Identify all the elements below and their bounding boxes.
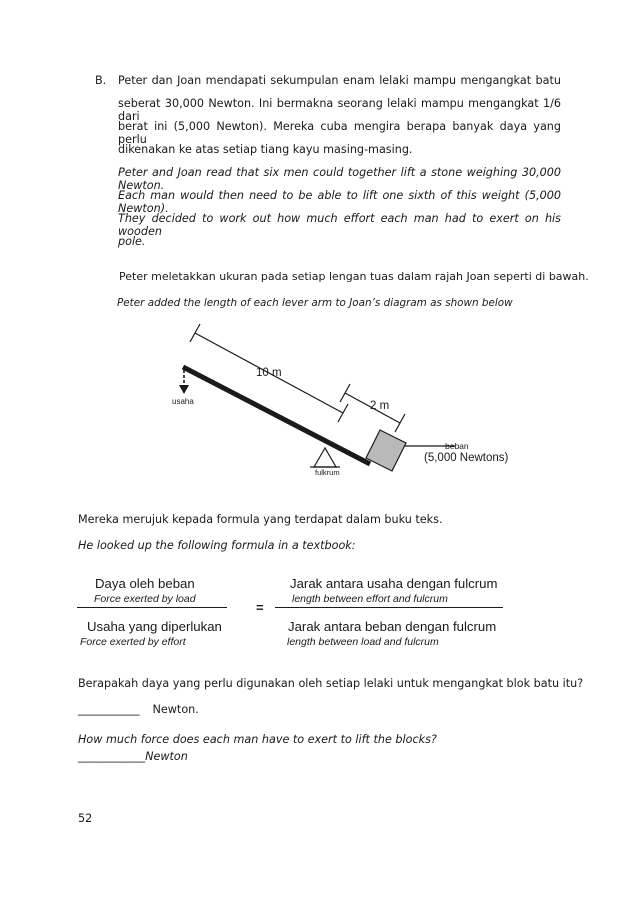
- load-label: beban: [445, 441, 469, 451]
- left-numerator-malay: Daya oleh beban: [95, 576, 195, 591]
- formula-intro-malay: Mereka merujuk kepada formula yang terdapat dalam buku teks.: [78, 513, 443, 526]
- lever-description-malay: Peter meletakkan ukuran pada setiap lengan tuas dalam rajah Joan seperti di bawah.: [119, 270, 589, 283]
- formula-intro-english: He looked up the following formula in a textbook:: [78, 539, 356, 552]
- short-arm-label: 2 m: [370, 400, 390, 412]
- right-denominator-malay: Jarak antara beban dengan fulcrum: [288, 619, 497, 634]
- left-numerator-english: Force exerted by load: [94, 593, 196, 605]
- malay-line-4: dikenakan ke atas setiap tiang kayu masing-masing.: [118, 143, 413, 156]
- long-arm-tick-right: [338, 404, 348, 422]
- malay-line-1: Peter dan Joan mendapati sekumpulan enam lelaki mampu mengangkat batu: [118, 74, 561, 87]
- malay-line-3: berat ini (5,000 Newton). Mereka cuba mengira berapa banyak daya yang perlu: [118, 120, 561, 146]
- load-value: (5,000 Newtons): [424, 452, 509, 464]
- malay-line-2: seberat 30,000 Newton. Ini bermakna seorang lelaki mampu mengangkat 1/6 dari: [118, 97, 561, 123]
- question-english: How much force does each man have to exert to lift the blocks?: [78, 733, 437, 746]
- equals-sign: =: [256, 600, 264, 615]
- section-marker: B.: [95, 74, 107, 87]
- answer-unit-malay: Newton.: [152, 703, 199, 716]
- answer-blank-malay[interactable]: [78, 703, 199, 716]
- fulcrum-triangle: [314, 448, 336, 467]
- long-arm-tick-left: [190, 324, 200, 342]
- page-number: 52: [78, 812, 93, 825]
- answer-line-malay[interactable]: ___________: [78, 703, 140, 716]
- load-box: [366, 430, 406, 471]
- right-numerator-malay: Jarak antara usaha dengan fulcrum: [290, 576, 498, 591]
- lever-description-english: Peter added the length of each lever arm to Joan’s diagram as shown below: [117, 297, 513, 309]
- answer-line-english[interactable]: ____________: [78, 750, 146, 763]
- right-numerator-english: length between effort and fulcrum: [292, 593, 448, 605]
- answer-unit-english: Newton: [145, 750, 188, 763]
- left-denominator-malay: Usaha yang diperlukan: [87, 619, 222, 634]
- right-denominator-english: length between load and fulcrum: [287, 636, 439, 648]
- long-arm-label: 10 m: [256, 367, 282, 379]
- english-line-2: Each man would then need to be able to lift one sixth of this weight (5,000 Newton).: [118, 189, 561, 215]
- answer-blank-english[interactable]: [78, 750, 188, 763]
- short-arm-tick-right: [395, 414, 405, 432]
- left-fraction-line: [77, 607, 227, 608]
- effort-label: usaha: [172, 397, 194, 406]
- right-fraction-line: [275, 607, 503, 608]
- effort-arrow-head: [179, 385, 189, 394]
- english-line-4: pole.: [118, 235, 146, 248]
- left-denominator-english: Force exerted by effort: [80, 636, 186, 648]
- question-malay: Berapakah daya yang perlu digunakan oleh setiap lelaki untuk mengangkat blok batu itu?: [78, 677, 584, 690]
- fulcrum-label: fulkrum: [315, 468, 340, 477]
- short-arm-tick-left: [340, 384, 350, 402]
- english-line-3: They decided to work out how much effort each man had to exert on his wooden: [118, 212, 561, 238]
- english-line-1: Peter and Joan read that six men could together lift a stone weighing 30,000 Newton.: [118, 166, 561, 192]
